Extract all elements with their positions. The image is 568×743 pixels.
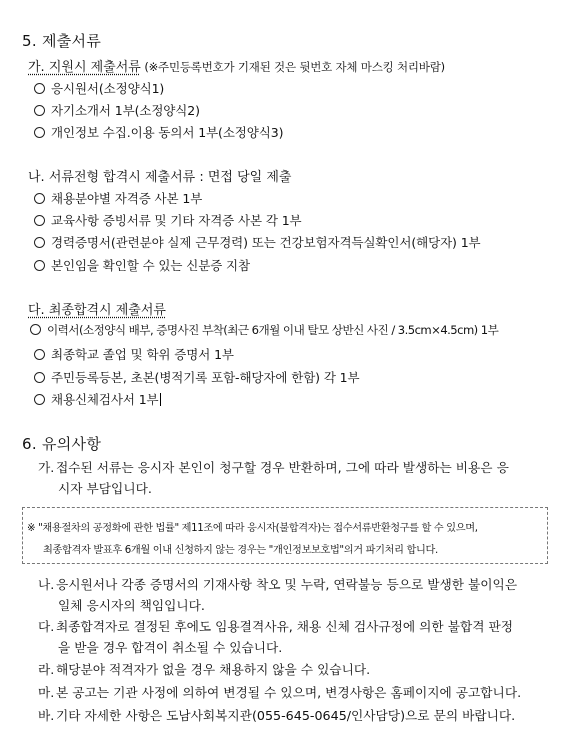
notice-item-da: 다. 최종합격자로 결정된 후에도 임용결격사유, 채용 신체 검사규정에 의한 불합격 판정 을 받을 경우 합격이 취소될 수 있습니다. [38, 619, 514, 655]
notice-line: 최종합격자 발표후 6개월 이내 신청하지 않는 경우는 "개인정보보호법"의거 파기처리 합니다. [43, 545, 438, 556]
list-item: 본인임을 확인할 수 있는 신분증 지참 [34, 256, 250, 274]
notice-item-na: 나. 응시원서나 각종 증명서의 기재사항 착오 및 누락, 연락불능 등으로 발생한 불이익은 일체 응시자의 책임입니다. [38, 577, 518, 613]
list-item: 최종학교 졸업 및 학위 증명서 1부 [34, 345, 234, 363]
circle-bullet-icon [30, 324, 41, 335]
list-item: 채용분야별 자격증 사본 1부 [34, 189, 202, 207]
circle-bullet-icon [34, 237, 45, 248]
circle-bullet-icon [34, 193, 45, 204]
circle-bullet-icon [34, 394, 45, 405]
circle-bullet-icon [34, 83, 45, 94]
list-item: 주민등록등본, 초본(병적기록 포함-해당자에 한함) 각 1부 [34, 368, 360, 386]
notice-item-ga: 가. 접수된 서류는 응시자 본인이 청구할 경우 반환하며, 그에 따라 발생하는 비용은 응 시자 부담입니다. [38, 460, 509, 496]
section-5-title: 5. 제출서류 [22, 32, 102, 50]
masking-note: (※주민등록번호가 기재된 것은 뒷번호 자체 마스킹 처리바람) [140, 60, 445, 74]
return-request-notice-box [22, 507, 548, 564]
notice-item-ra: 라. 해당분야 적격자가 없을 경우 채용하지 않을 수 있습니다. [38, 662, 371, 677]
circle-bullet-icon [34, 105, 45, 116]
list-item: 경력증명서(관련분야 실제 근무경력) 또는 건강보험자격득실확인서(해당자) 1부 [34, 233, 481, 251]
subsection-c-heading: 다. 최종합격시 제출서류 [28, 303, 166, 318]
circle-bullet-icon [34, 215, 45, 226]
subsection-a-title: 가. 지원시 제출서류 [28, 60, 141, 75]
list-item: 채용신체검사서 1부 [34, 390, 161, 408]
list-item: 응시원서(소정양식1) [34, 79, 164, 97]
subsection-a-heading [28, 56, 445, 75]
notice-line: ※ "채용절차의 공정화에 관한 법률" 제11조에 따라 응시자(불합격자)는 접수서류반환청구를 할 수 있으며, [27, 523, 478, 534]
notice-item-ma: 마. 본 공고는 기관 사정에 의하여 변경될 수 있으며, 변경사항은 홈페이지에 공고합니다. [38, 685, 522, 700]
circle-bullet-icon [34, 260, 45, 271]
list-item: 개인정보 수집.이용 동의서 1부(소정양식3) [34, 123, 283, 141]
list-item: 자기소개서 1부(소정양식2) [34, 101, 200, 119]
list-item: 이력서(소정양식 배부, 증명사진 부착(최근 6개월 이내 탈모 상반신 사진 / 3.5cm×4.5cm) 1부 [30, 322, 498, 338]
notice-item-ba: 바. 기타 자세한 사항은 도남사회복지관(055-645-0645/인사담당)으로 문의 바랍니다. [38, 708, 516, 723]
circle-bullet-icon [34, 372, 45, 383]
text-cursor[interactable] [160, 393, 162, 406]
circle-bullet-icon [34, 127, 45, 138]
section-6-title: 6. 유의사항 [22, 435, 102, 453]
list-item: 교육사항 증빙서류 및 기타 자격증 사본 각 1부 [34, 211, 302, 229]
circle-bullet-icon [34, 349, 45, 360]
subsection-b-heading: 나. 서류전형 합격시 제출서류 : 면접 당일 제출 [28, 170, 292, 185]
